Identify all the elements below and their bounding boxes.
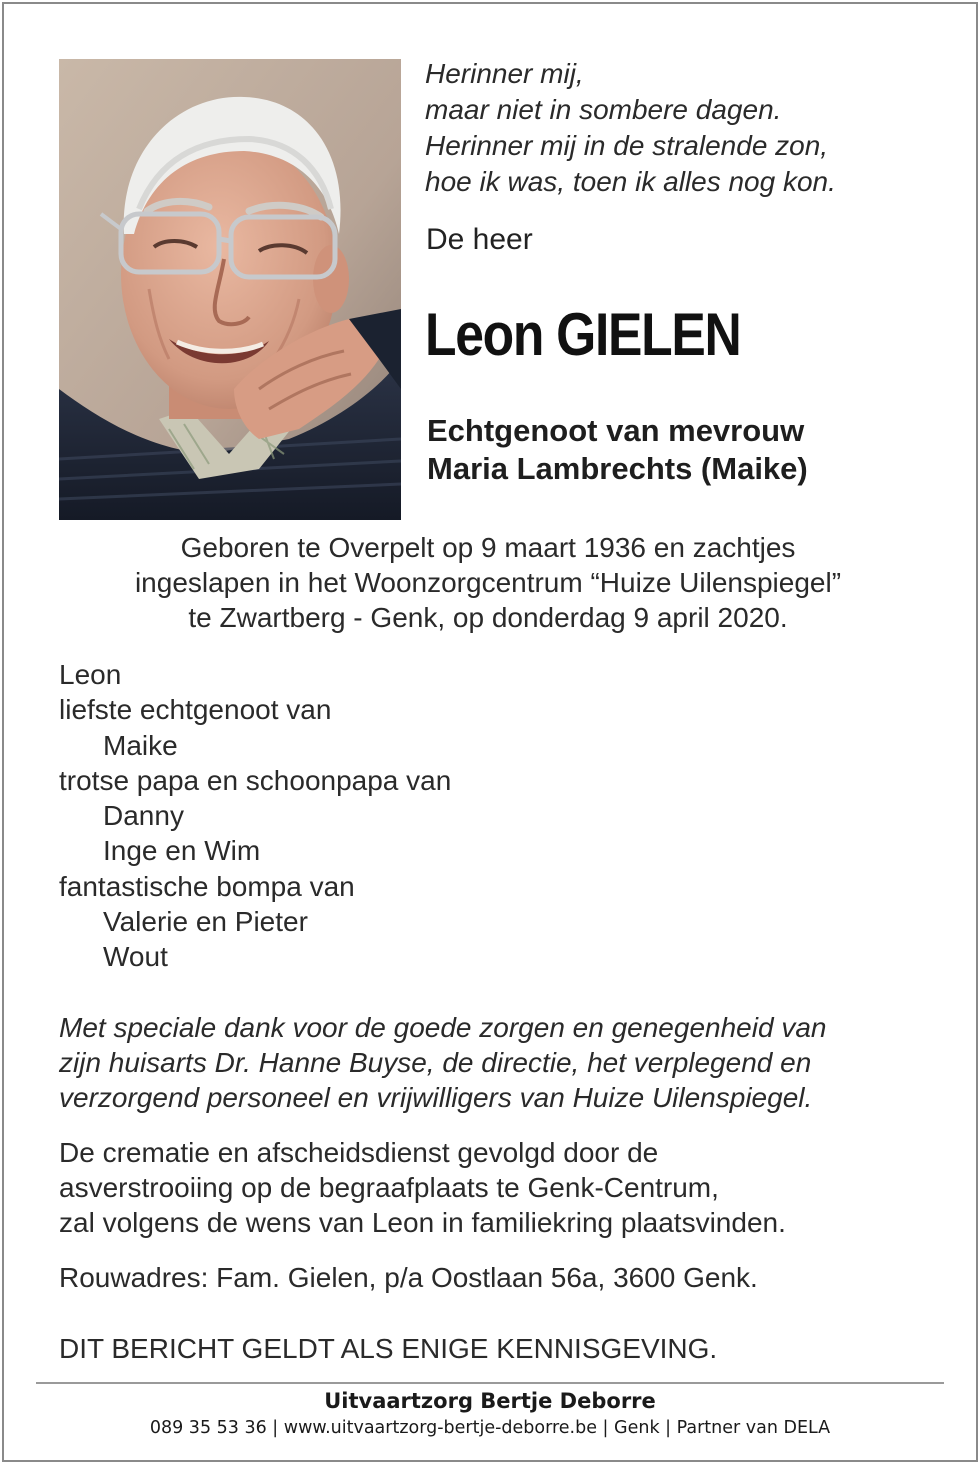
cremation-paragraph bbox=[59, 1135, 959, 1240]
family-member: Valerie en Pieter bbox=[103, 906, 308, 938]
poem-line: maar niet in sombere dagen. bbox=[425, 94, 782, 125]
spouse-info bbox=[427, 412, 947, 488]
family-list bbox=[59, 657, 939, 975]
birth-death-line: Geboren te Overpelt op 9 maart 1936 en zachtjes bbox=[180, 532, 796, 563]
poem-line: Herinner mij in de stralende zon, bbox=[425, 130, 829, 161]
honorific: De heer bbox=[426, 223, 533, 256]
thanks-line: Met speciale dank voor de goede zorgen en genegenheid van bbox=[59, 1012, 827, 1043]
spouse-line: Maria Lambrechts (Maike) bbox=[427, 451, 808, 486]
funeral-home-name: Uitvaartzorg Bertje Deborre bbox=[324, 1389, 656, 1413]
cremation-line: zal volgens de wens van Leon in familiekring plaatsvinden. bbox=[59, 1207, 786, 1238]
thanks-paragraph bbox=[59, 1010, 959, 1115]
footer-divider bbox=[36, 1382, 944, 1384]
thanks-line: verzorgend personeel en vrijwilligers van Huize Uilenspiegel. bbox=[59, 1082, 813, 1113]
portrait-photo bbox=[59, 59, 401, 520]
birth-death-info bbox=[0, 530, 976, 635]
birth-death-line: ingeslapen in het Woonzorgcentrum “Huize Uilenspiegel” bbox=[134, 567, 842, 598]
deceased-name: Leon GIELEN bbox=[425, 301, 741, 368]
thanks-line: zijn huisarts Dr. Hanne Buyse, de directie, het verplegend en bbox=[59, 1047, 812, 1078]
birth-death-line: te Zwartberg - Genk, op donderdag 9 april 2020. bbox=[188, 602, 788, 633]
cremation-line: De crematie en afscheidsdienst gevolgd door de bbox=[59, 1137, 659, 1168]
funeral-home-contact: 089 35 53 36 | www.uitvaartzorg-bertje-deborre.be | Genk | Partner van DELA bbox=[149, 1418, 831, 1438]
official-notice: DIT BERICHT GELDT ALS ENIGE KENNISGEVING. bbox=[59, 1333, 718, 1364]
family-member: Maike bbox=[103, 729, 178, 761]
poem-line: Herinner mij, bbox=[425, 58, 584, 89]
family-line: fantastische bompa van bbox=[59, 870, 355, 902]
cremation-line: asverstrooiing op de begraafplaats te Genk-Centrum, bbox=[59, 1172, 719, 1203]
poem-line: hoe ik was, toen ik alles nog kon. bbox=[425, 166, 836, 197]
poem bbox=[425, 56, 945, 200]
family-member: Wout bbox=[103, 941, 168, 973]
mourning-address: Rouwadres: Fam. Gielen, p/a Oostlaan 56a, 3600 Genk. bbox=[59, 1262, 758, 1293]
family-member: Inge en Wim bbox=[103, 835, 261, 867]
spouse-line: Echtgenoot van mevrouw bbox=[427, 413, 805, 448]
family-line: trotse papa en schoonpapa van bbox=[59, 764, 452, 796]
family-member: Danny bbox=[103, 800, 184, 832]
family-line: Leon bbox=[59, 659, 122, 690]
family-line: liefste echtgenoot van bbox=[59, 694, 332, 726]
